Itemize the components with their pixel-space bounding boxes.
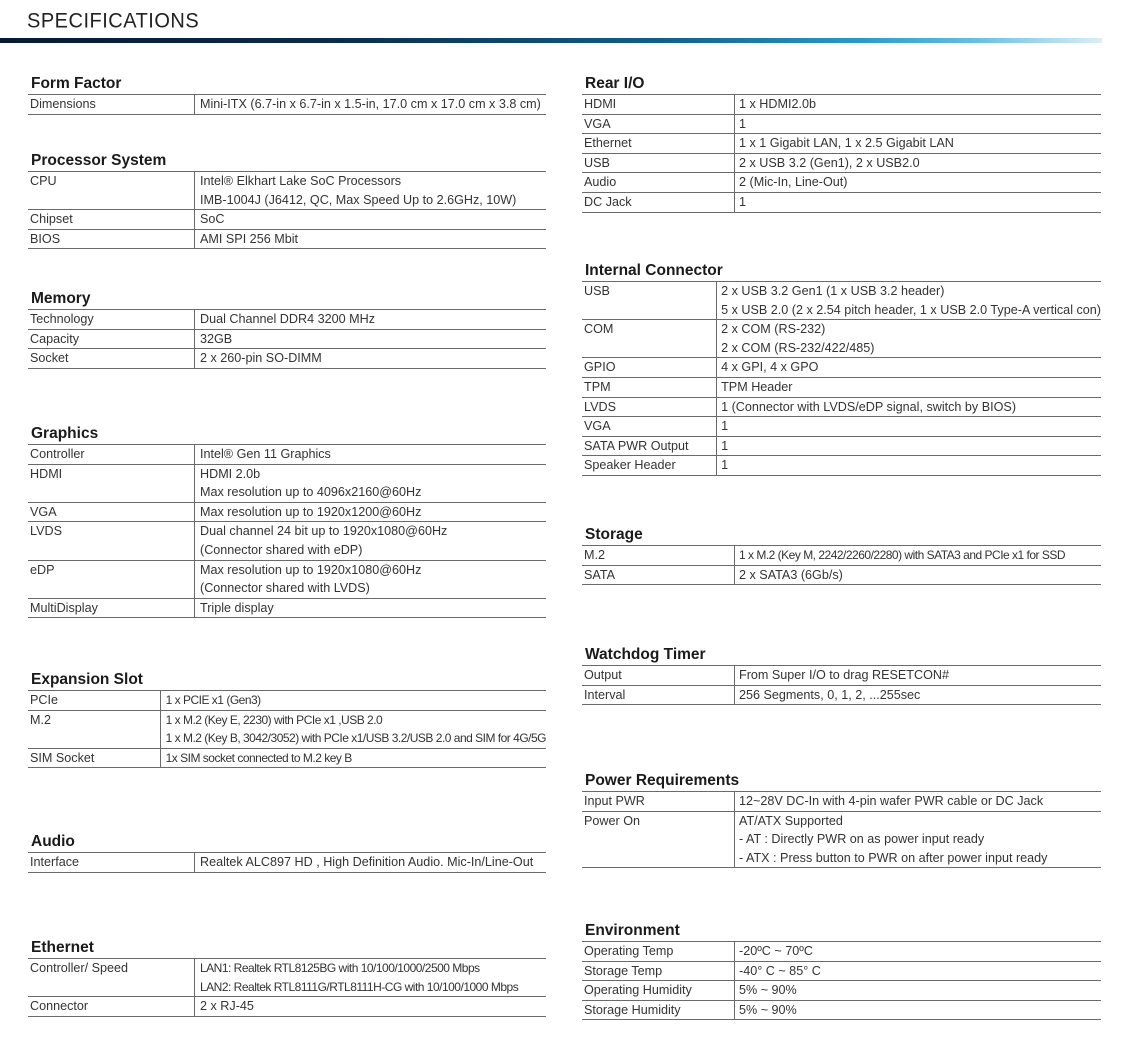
spec-row (582, 456, 1101, 476)
spec-row (28, 748, 546, 768)
spec-label: SATA (582, 565, 735, 585)
spec-row (582, 377, 1101, 397)
spec-value-line: 12~28V DC-In with 4-pin wafer PWR cable or DC Jack (739, 794, 1044, 808)
spec-label: Input PWR (582, 792, 735, 812)
spec-label: Storage Humidity (582, 1000, 735, 1020)
spec-label: BIOS (28, 229, 195, 249)
spec-value (160, 748, 546, 768)
spec-value-line: Intel® Gen 11 Graphics (200, 447, 331, 461)
spec-label: HDMI (28, 464, 195, 502)
spec-row (582, 114, 1101, 134)
spec-value-line: - ATX : Press button to PWR on after power input ready (739, 850, 1048, 865)
spec-value-line: 2 (Mic-In, Line-Out) (739, 175, 848, 190)
section-processor-system (28, 151, 546, 249)
spec-value (717, 417, 1101, 437)
spec-label: Technology (28, 310, 195, 330)
spec-value (735, 546, 1102, 566)
spec-label: GPIO (582, 358, 717, 378)
spec-row (28, 691, 546, 711)
spec-row (28, 959, 546, 997)
spec-table-rear-i-o (582, 94, 1101, 213)
section-title: Audio (31, 833, 75, 850)
spec-value (195, 560, 547, 598)
spec-row (582, 961, 1101, 981)
spec-value-line: LAN1: Realtek RTL8125BG with 10/100/1000/2500 Mbps (200, 961, 480, 975)
spec-value (195, 598, 547, 618)
spec-value (735, 942, 1102, 962)
spec-value-line: 1 x M.2 (Key M, 2242/2260/2280) with SATA3 and PCIe x1 for SSD (739, 548, 1066, 562)
spec-value (160, 691, 546, 711)
spec-value (195, 853, 547, 873)
spec-value (735, 792, 1102, 812)
spec-label: VGA (582, 114, 735, 134)
spec-row (582, 320, 1101, 358)
spec-row (582, 417, 1101, 437)
spec-value-line: 2 x COM (RS-232) (721, 322, 826, 337)
section-title: Form Factor (31, 75, 122, 92)
spec-value-line: AT/ATX Supported (739, 813, 843, 828)
spec-value-line: 1 (739, 194, 747, 209)
spec-value-line: 5% ~ 90% (739, 983, 797, 998)
spec-value (195, 445, 547, 465)
spec-value-line: AMI SPI 256 Mbit (200, 231, 298, 246)
spec-label: LVDS (582, 397, 717, 417)
section-title: Memory (31, 290, 91, 307)
title-accent-bar (0, 38, 1102, 43)
spec-label: Audio (582, 173, 735, 193)
section-title: Graphics (31, 425, 99, 442)
spec-label: Chipset (28, 210, 195, 230)
spec-row (582, 811, 1101, 868)
spec-value (717, 456, 1101, 476)
spec-label: VGA (582, 417, 717, 437)
spec-value-line: IMB-1004J (J6412, QC, Max Speed Up to 2.6GHz, 10W) (200, 192, 517, 207)
spec-label: Connector (28, 997, 195, 1017)
section-memory (28, 289, 546, 369)
spec-value (160, 710, 546, 748)
spec-value (195, 997, 547, 1017)
spec-table-internal-connector (582, 281, 1101, 476)
spec-table-audio (28, 852, 546, 873)
spec-label: Output (582, 666, 735, 686)
spec-value-line: 2 x 260-pin SO-DIMM (200, 351, 322, 366)
spec-value (195, 329, 547, 349)
spec-value (195, 522, 547, 560)
spec-row (582, 981, 1101, 1001)
spec-table-power-requirements (582, 791, 1101, 868)
spec-value-line: 1 x PCIE x1 (Gen3) (165, 693, 261, 707)
spec-label: MultiDisplay (28, 598, 195, 618)
spec-value (735, 666, 1102, 686)
spec-label: COM (582, 320, 717, 358)
spec-value-line: 32GB (200, 331, 233, 346)
spec-row (28, 502, 546, 522)
spec-value-line: - AT : Directly PWR on as power input ready (739, 832, 985, 847)
spec-value-line: Dual channel 24 bit up to 1920x1080@60Hz (200, 524, 448, 539)
section-title: Ethernet (31, 939, 94, 956)
spec-value-line: Triple display (200, 600, 274, 615)
spec-label: M.2 (28, 710, 160, 748)
spec-row (28, 95, 546, 115)
spec-label: Storage Temp (582, 961, 735, 981)
spec-value-line: Dual Channel DDR4 3200 MHz (200, 312, 375, 326)
spec-label: CPU (28, 172, 195, 210)
spec-value-line: 1 (721, 419, 729, 434)
spec-table-memory (28, 309, 546, 369)
section-title: Expansion Slot (31, 671, 143, 688)
spec-value (717, 436, 1101, 456)
spec-label: Ethernet (582, 134, 735, 154)
spec-value (735, 685, 1102, 705)
spec-label: HDMI (582, 95, 735, 115)
spec-label: M.2 (582, 546, 735, 566)
spec-value-line: Mini-ITX (6.7-in x 6.7-in x 1.5-in, 17.0 cm x 17.0 cm x 3.8 cm) (200, 97, 541, 111)
section-storage (582, 525, 1101, 585)
spec-value (735, 95, 1102, 115)
spec-label: USB (582, 282, 717, 320)
spec-row (582, 792, 1101, 812)
spec-table-ethernet (28, 958, 546, 1017)
spec-value-line: 256 Segments, 0, 1, 2, ...255sec (739, 687, 921, 702)
section-title: Storage (585, 526, 643, 543)
spec-value-line: 1 (721, 438, 729, 453)
spec-value-line: 2 x COM (RS-232/422/485) (721, 340, 875, 355)
spec-row (582, 546, 1101, 566)
spec-value-line: 1 x M.2 (Key E, 2230) with PCIe x1 ,USB 2.0 (165, 712, 383, 727)
spec-label: SIM Socket (28, 748, 160, 768)
spec-value-line: 2 x USB 3.2 Gen1 (1 x USB 3.2 header) (721, 284, 945, 298)
spec-value (195, 959, 547, 997)
section-title: Power Requirements (585, 772, 740, 789)
spec-label: VGA (28, 502, 195, 522)
spec-value (735, 1000, 1102, 1020)
spec-value (735, 981, 1102, 1001)
spec-label: DC Jack (582, 192, 735, 212)
spec-value (735, 134, 1102, 154)
spec-value-line: Max resolution up to 4096x2160@60Hz (200, 485, 422, 500)
spec-table-form-factor (28, 94, 546, 115)
spec-value-line: 5% ~ 90% (739, 1002, 797, 1017)
spec-label: Power On (582, 811, 735, 868)
spec-value-line: Max resolution up to 1920x1200@60Hz (200, 504, 422, 519)
spec-row (28, 229, 546, 249)
spec-value-line: LAN2: Realtek RTL8111G/RTL8111H-CG with 10/100/1000 Mbps (200, 979, 519, 994)
spec-row (28, 522, 546, 560)
spec-value (717, 377, 1101, 397)
section-power-requirements (582, 771, 1101, 868)
spec-label: TPM (582, 377, 717, 397)
spec-table-watchdog-timer (582, 665, 1101, 705)
spec-value (717, 320, 1101, 358)
spec-value-line: 1 (739, 116, 747, 131)
spec-row (28, 598, 546, 618)
spec-row (582, 436, 1101, 456)
spec-row (582, 1000, 1101, 1020)
spec-row (28, 210, 546, 230)
spec-value (735, 192, 1102, 212)
spec-value (195, 172, 547, 210)
spec-label: Operating Humidity (582, 981, 735, 1001)
spec-row (28, 310, 546, 330)
spec-value-line: TPM Header (721, 379, 793, 394)
spec-value-line: HDMI 2.0b (200, 466, 261, 481)
spec-table-storage (582, 545, 1101, 585)
spec-value-line: 2 x SATA3 (6Gb/s) (739, 567, 843, 582)
spec-row (582, 358, 1101, 378)
spec-table-processor-system (28, 171, 546, 249)
spec-label: eDP (28, 560, 195, 598)
section-title: Rear I/O (585, 75, 645, 92)
spec-row (28, 853, 546, 873)
spec-value (195, 210, 547, 230)
spec-row (28, 997, 546, 1017)
spec-value (735, 114, 1102, 134)
spec-value-line: 5 x USB 2.0 (2 x 2.54 pitch header, 1 x USB 2.0 Type-A vertical con) (721, 302, 1101, 317)
spec-row (582, 942, 1101, 962)
page-title: SPECIFICATIONS (27, 9, 200, 33)
spec-table-expansion-slot (28, 690, 546, 768)
spec-label: Dimensions (28, 95, 195, 115)
spec-value (717, 282, 1101, 320)
section-title: Processor System (31, 152, 167, 169)
section-graphics (28, 424, 546, 618)
spec-value-line: -40° C ~ 85° C (739, 963, 821, 978)
spec-value (735, 961, 1102, 981)
section-expansion-slot (28, 670, 546, 768)
spec-row (582, 565, 1101, 585)
spec-label: PCIe (28, 691, 160, 711)
spec-value (735, 565, 1102, 585)
spec-row (28, 560, 546, 598)
spec-value-line: (Connector shared with eDP) (200, 542, 363, 557)
spec-value-line: (Connector shared with LVDS) (200, 581, 370, 596)
spec-value (735, 153, 1102, 173)
spec-table-environment (582, 941, 1101, 1020)
spec-value-line: 1 x 1 Gigabit LAN, 1 x 2.5 Gigabit LAN (739, 136, 954, 151)
spec-value-line: 4 x GPI, 4 x GPO (721, 360, 819, 375)
spec-value (717, 358, 1101, 378)
section-audio (28, 832, 546, 873)
section-title: Environment (585, 922, 680, 939)
spec-row (582, 95, 1101, 115)
spec-value-line: Max resolution up to 1920x1080@60Hz (200, 562, 422, 577)
spec-label: Speaker Header (582, 456, 717, 476)
spec-label: Capacity (28, 329, 195, 349)
spec-row (28, 445, 546, 465)
spec-label: Interval (582, 685, 735, 705)
spec-label: Operating Temp (582, 942, 735, 962)
spec-row (582, 397, 1101, 417)
section-form-factor (28, 74, 546, 115)
spec-label: SATA PWR Output (582, 436, 717, 456)
spec-value-line: From Super I/O to drag RESETCON# (739, 668, 949, 682)
spec-row (582, 685, 1101, 705)
spec-value-line: 1x SIM socket connected to M.2 key B (165, 750, 352, 765)
spec-value (195, 349, 547, 369)
spec-value (195, 502, 547, 522)
spec-row (28, 464, 546, 502)
spec-value (735, 173, 1102, 193)
spec-value (195, 95, 547, 115)
spec-label: Interface (28, 853, 195, 873)
spec-value-line: 1 x M.2 (Key B, 3042/3052) with PCIe x1/USB 3.2/USB 2.0 and SIM for 4G/5G (165, 731, 546, 746)
section-watchdog-timer (582, 645, 1101, 705)
spec-value (195, 464, 547, 502)
spec-row (28, 172, 546, 210)
spec-row (28, 349, 546, 369)
section-title: Watchdog Timer (585, 646, 706, 663)
spec-value-line: 1 x HDMI2.0b (739, 97, 816, 111)
section-internal-connector (582, 261, 1101, 476)
section-rear-i-o (582, 74, 1101, 213)
spec-value-line: 1 (721, 458, 729, 473)
spec-row (582, 666, 1101, 686)
spec-value-line: 2 x USB 3.2 (Gen1), 2 x USB2.0 (739, 155, 920, 170)
spec-value-line: 2 x RJ-45 (200, 999, 254, 1014)
spec-value (195, 229, 547, 249)
spec-row (582, 173, 1101, 193)
spec-label: Socket (28, 349, 195, 369)
spec-value-line: Intel® Elkhart Lake SoC Processors (200, 174, 402, 188)
spec-value-line: SoC (200, 212, 225, 227)
spec-value (735, 811, 1102, 868)
spec-row (582, 134, 1101, 154)
spec-value-line: 1 (Connector with LVDS/eDP signal, switch by BIOS) (721, 399, 1017, 414)
spec-value (195, 310, 547, 330)
spec-label: LVDS (28, 522, 195, 560)
spec-value (717, 397, 1101, 417)
spec-value-line: -20ºC ~ 70ºC (739, 944, 813, 958)
spec-label: Controller/ Speed (28, 959, 195, 997)
spec-row (28, 329, 546, 349)
spec-value-line: Realtek ALC897 HD , High Definition Audio. Mic-In/Line-Out (200, 855, 534, 869)
spec-row (582, 192, 1101, 212)
spec-row (582, 282, 1101, 320)
section-environment (582, 921, 1101, 1020)
spec-label: USB (582, 153, 735, 173)
section-title: Internal Connector (585, 262, 723, 279)
spec-label: Controller (28, 445, 195, 465)
spec-table-graphics (28, 444, 546, 618)
spec-row (28, 710, 546, 748)
section-ethernet (28, 938, 546, 1017)
spec-row (582, 153, 1101, 173)
